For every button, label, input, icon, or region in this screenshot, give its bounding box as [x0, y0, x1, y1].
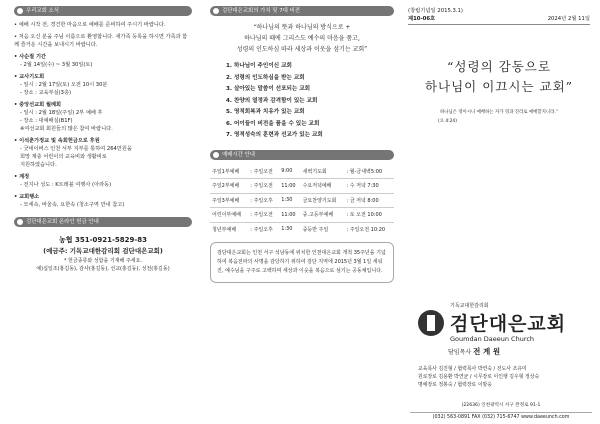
worship-cell: 수요저녁예배 — [301, 179, 345, 194]
worship-row — [210, 208, 394, 223]
church-name: 검단대은교회 — [450, 313, 567, 335]
news-item-line: - 모세속, 바울속, 요한속 (청소구역 만내 참고) — [20, 202, 125, 208]
worship-table — [210, 165, 394, 237]
worship-cell: 주일1부예배 — [210, 165, 248, 179]
news-item — [14, 73, 192, 97]
offering-note: * 헌금종류와 성함을 기재해 주세요. — [63, 258, 143, 264]
worship-row — [210, 179, 394, 194]
vision-item: 7. 영적성숙의 훈련과 선교가 있는 교회 — [226, 132, 323, 138]
news-item-line: 지원하였습니다. — [20, 162, 57, 168]
verse-ref: (요 4:24) — [438, 119, 457, 124]
worship-cell: 주일3부예배 — [210, 193, 248, 208]
offering-header: 검단대은교회 온라인 헌금 안내 — [14, 217, 192, 227]
staff-list: 교육목사 김진형 / 협력목사 박연숙 / 전도사 조유미 원로장로 김용환 박연균 / 시무장로 이인행 김우형 정상숙 명예장로 정봉숙 / 협력장로 이방웅 — [418, 366, 540, 389]
account-number: 농협 351-0921-5829-83 — [59, 236, 147, 244]
worship-row — [210, 165, 394, 179]
worship-cell: : 주일오후 — [248, 193, 279, 208]
theme-title: “성령의 감동으로 하나님이 이끄시는 교회” — [424, 59, 574, 94]
news-item — [14, 137, 192, 169]
church-contacts: (032) 563-0891 FAX (032) 715-6747 www.daeeunch.com — [410, 412, 592, 420]
worship-cell: 중등반 주일 — [302, 226, 329, 233]
worship-cell: : 주일오전 — [248, 165, 279, 179]
news-item — [14, 173, 192, 189]
news-item-line: 희망 계층 어린이의 교육비와 생활비로 — [20, 154, 107, 160]
account-holder: (예금주: 기독교대한감리회 검단대은교회) — [43, 247, 163, 255]
news-item-title: • 계정 — [14, 174, 30, 180]
church-logo-icon — [418, 310, 444, 336]
intro-text: • 예배 시작 전, 경건한 마음으로 예배를 준비하여 주시기 바랍니다. — [14, 22, 166, 28]
worship-cell: 중.고등부예배 — [301, 208, 345, 223]
worship-cell: : 주일오전 10:20 — [346, 226, 386, 233]
vision-item: 2. 성령의 인도하심을 받는 교회 — [226, 74, 305, 81]
offering-example: 예)십일조(홍길동), 감사(홍길동), 선교(홍길동), 성전(홍길동) — [36, 266, 170, 272]
news-item-title: • 교사기도회 — [14, 74, 45, 80]
worship-cell: : 주일오전 — [248, 179, 279, 194]
worship-cell: 청년부예배 — [212, 226, 237, 233]
vision-item: 6. 어이들이 비전을 품을 수 있는 교회 — [226, 120, 320, 127]
worship-cell: : 금 저녁 8:00 — [344, 193, 394, 208]
vision-item: 3. 살아있는 말씀이 선포되는 교회 — [226, 86, 311, 92]
news-item — [14, 101, 192, 133]
worship-cell: : 주일오후 — [250, 226, 273, 233]
worship-cell: : 토 오전 10:00 — [344, 208, 394, 223]
news-item-line: - 장소 : 대예배실(B1F) — [20, 118, 73, 124]
vision-header: 검단대은교회의 가치 및 7대 비전 — [210, 6, 394, 16]
worship-cell: 1:30 — [279, 193, 300, 208]
vision-column — [200, 0, 400, 424]
news-item-line: - 장소 : 교육부실(3층) — [20, 90, 71, 96]
worship-row — [210, 222, 394, 236]
worship-cell: 11:00 — [279, 208, 300, 223]
news-item-title: • 중앙선교회 월례회 — [14, 102, 62, 108]
worship-cell: : 수 저녁 7:30 — [344, 179, 394, 194]
news-list — [14, 53, 192, 209]
church-intro: 검단대은교회는 인천 서구 석남동에 위치한 인천대은교회 개척 35주년을 기념하여 복음전파의 사명을 감당하기 위하여 검단 지역에 2015년 3월 1일 세워진, 예수님을 구주로 고백하며 세상과 이웃을 복음으로 섬기는 공동체입니다. — [210, 242, 394, 283]
news-item-line: - 일시 : 2월 17일(토) 오전 10시 30분 — [20, 82, 108, 88]
worship-cell: 주일2부예배 — [210, 179, 248, 194]
worship-row — [210, 193, 394, 208]
news-item-title: • 교회행소 — [14, 194, 40, 200]
news-column — [0, 0, 200, 424]
vision-list — [226, 61, 394, 142]
vision-item: 4. 찬양의 열정과 감격함이 있는 교회 — [226, 97, 318, 104]
news-item-line: - 굿네이버스 인천 서부 지부를 통하여 264만원을 — [20, 146, 132, 152]
news-header: 우리교회 소식 — [14, 6, 192, 16]
news-item-title: • 이석춘가정교 및 속회헌금으로 후원 — [14, 138, 100, 144]
worship-cell: 1:30 — [281, 226, 293, 233]
church-logo-block — [418, 302, 596, 390]
news-item-title: • 사순절 기간 — [14, 54, 46, 60]
denomination: 기독교대한감리회 — [450, 303, 489, 309]
worship-cell: 9:00 — [279, 165, 300, 179]
pastor: 담임목사 전 계 원 — [448, 347, 501, 356]
church-name-en: Goumdan Daeeun Church — [450, 335, 535, 343]
church-address: (22636) 인천광역시 서구 완정로 91-1 — [461, 403, 541, 408]
worship-cell: : 주일오전 — [248, 208, 279, 223]
news-item-line: - 2월 14일(수) ~ 3월 30일(토) — [20, 62, 93, 68]
news-item-line: - 일시 : 2월 18일(주일) 2부 예배 후 — [20, 110, 103, 116]
worship-cell: 새벽기도회 — [301, 165, 345, 179]
news-item — [14, 193, 192, 209]
worship-cell: : 월-금새벽5:00 — [344, 165, 394, 179]
worship-cell: 금요찬양기도회 — [301, 193, 345, 208]
news-item-line: ※여선교회 회원들의 많은 참여 바랍니다. — [20, 126, 113, 132]
bulletin-date: 2024년 2월 11일 — [547, 16, 590, 22]
vision-item: 1. 하나님이 주인이신 교회 — [226, 63, 292, 69]
vision-item: 5. 영적회복과 치유가 있는 교회 — [226, 109, 305, 115]
worship-cell: 11:00 — [279, 179, 300, 194]
verse-text: 하나님은 영이시니 예배하는 자가 영과 진리로 예배할지니라.” — [439, 110, 559, 115]
issue-number: 제10-06호 — [408, 16, 436, 22]
newcomer-text: • 처음 오신 분을 주님 이름으로 환영합니다. 새가족 등록을 하시면 가족과 함께 즐거운 시간을 보내시기 바랍니다. — [14, 34, 188, 48]
worship-cell: 어린이부예배 — [210, 208, 248, 223]
news-item — [14, 53, 192, 69]
worship-header: 예배시간 안내 — [210, 150, 394, 160]
founded-date: (창립기념일 2015.3.1) — [408, 8, 463, 14]
vision-quote: “하나님의 뜻과 하나님의 방식으로 + 하나님의 때에 그리스도 예수의 마음을 품고, 성령의 인도하심 따라 세상과 이웃을 섬기는 교회” — [236, 24, 368, 53]
news-item-line: - 전지나 성도 : K트레블 여행사 (아라동) — [20, 182, 112, 188]
